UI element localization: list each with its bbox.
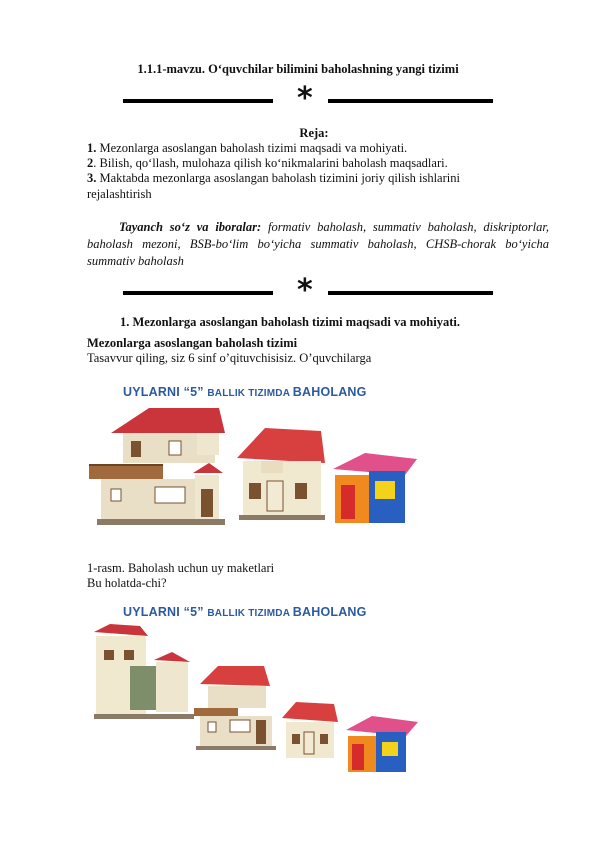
question-text: Bu holatda-chi?: [87, 576, 167, 590]
large-house-icon: [194, 666, 276, 750]
plan-item-3: 3. Maktabda mezonlarga asoslangan baholash tizimini joriy qilish ishlarini: [87, 171, 460, 185]
subheading: Mezonlarga asoslangan baholash tizimi: [87, 336, 298, 350]
tall-house-icon: [94, 624, 194, 719]
section-heading: 1. Mezonlarga asoslangan baholash tizimi maqsadi va mohiyati.: [120, 315, 460, 329]
playhouse-icon: [333, 453, 417, 523]
asterisk-icon: *: [297, 81, 313, 116]
house-models-image-2: [90, 622, 430, 780]
medium-house-icon: [237, 428, 325, 520]
banner-title-1: UYLARNI “5” BALLIK TIZIMDA BAHOLANG: [123, 385, 367, 399]
plan-heading: Reja:: [299, 126, 329, 140]
asterisk-icon: *: [297, 273, 313, 308]
house-models-image-1: [85, 403, 425, 531]
plan-item-1: 1. Mezonlarga asoslangan baholash tizimi maqsadi va mohiyati.: [87, 141, 408, 155]
large-house-icon: [89, 408, 225, 525]
plan-item-3-continued: rejalashtirish: [87, 187, 152, 201]
medium-house-icon: [282, 702, 338, 758]
plan-item-2: 2. Bilish, qo‘llash, mulohaza qilish ko‘nikmalarini baholash maqsadlari.: [87, 156, 448, 170]
figure-caption: 1-rasm. Baholash uchun uy maketlari: [87, 561, 275, 575]
playhouse-icon: [346, 716, 418, 772]
keywords-label: Tayanch so‘z va iboralar:: [119, 220, 262, 234]
decorative-divider: [123, 81, 493, 116]
intro-text: Tasavvur qiling, siz 6 sinf o’qituvchisisiz. O’quvchilarga: [87, 351, 372, 365]
keywords-text: formativ baholash, summativ baholash, diskriptorlar, baholash mezoni, BSB-bo‘lim bo‘yicha summativ baholash, CHSB-chorak bo‘yicha summativ baholash: [87, 220, 549, 268]
keywords-paragraph: [87, 219, 549, 269]
decorative-divider-2: [123, 273, 493, 308]
page-title: 1.1.1-mavzu. O‘quvchilar bilimini baholashning yangi tizimi: [137, 62, 459, 76]
banner-title-2: UYLARNI “5” BALLIK TIZIMDA BAHOLANG: [123, 605, 367, 619]
